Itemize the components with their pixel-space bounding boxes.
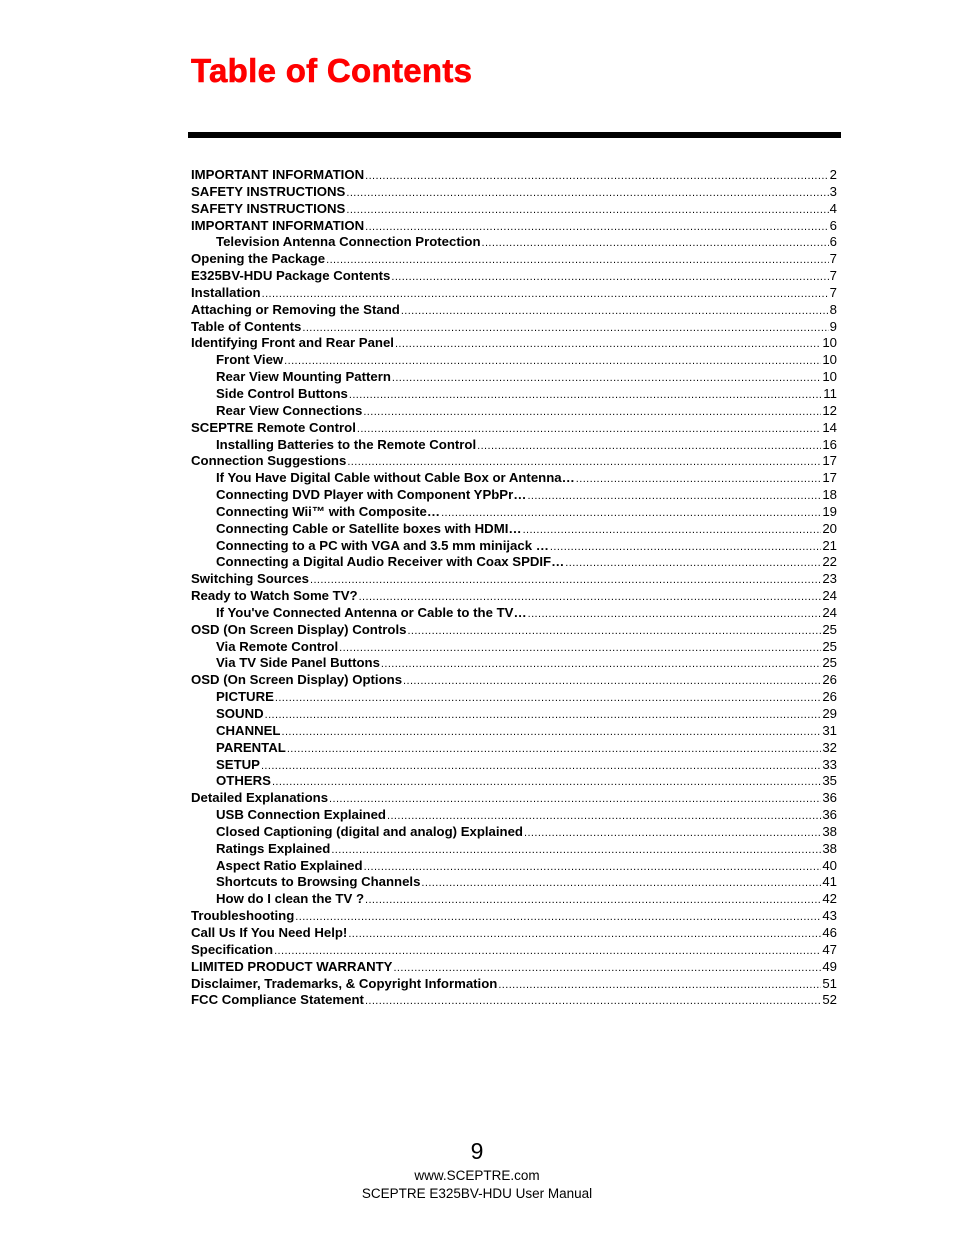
toc-entry-label: Connecting DVD Player with Component YPbPr… — [216, 487, 527, 503]
toc-dot-leader — [365, 219, 829, 235]
footer-manual-title: SCEPTRE E325BV-HDU User Manual — [361, 1186, 593, 1201]
title-divider — [188, 132, 841, 138]
toc-entry-label: CHANNEL — [216, 722, 281, 738]
toc-dot-leader — [365, 993, 821, 1009]
toc-entry-page: 10 — [822, 335, 837, 351]
toc-dot-leader — [275, 690, 821, 706]
toc-entry[interactable] — [191, 403, 837, 420]
toc-entry[interactable] — [191, 167, 837, 184]
toc-entry-page: 24 — [822, 588, 837, 604]
toc-entry-label: Rear View Connections — [216, 402, 363, 418]
toc-entry-label: LIMITED PRODUCT WARRANTY — [191, 958, 393, 974]
toc-entry[interactable] — [191, 942, 837, 959]
toc-entry[interactable] — [191, 588, 837, 605]
toc-entry-label: Television Antenna Connection Protection — [216, 234, 481, 250]
toc-dot-leader — [401, 303, 829, 319]
toc-entry-page: 20 — [822, 520, 837, 536]
toc-entry[interactable] — [191, 672, 837, 689]
toc-dot-leader — [281, 724, 821, 740]
toc-entry[interactable] — [191, 538, 837, 555]
toc-entry-label: Connecting a Digital Audio Receiver with Coax SPDIF… — [216, 554, 565, 570]
toc-dot-leader — [565, 555, 821, 571]
toc-dot-leader — [523, 522, 822, 538]
toc-entry-page: 46 — [822, 924, 837, 940]
toc-dot-leader — [363, 404, 821, 420]
toc-entry-page: 26 — [822, 672, 837, 688]
toc-dot-leader — [302, 320, 828, 336]
toc-entry[interactable] — [191, 268, 837, 285]
toc-entry[interactable] — [191, 335, 837, 352]
toc-entry-label: Installation — [191, 284, 261, 300]
toc-dot-leader — [395, 336, 821, 352]
toc-entry-label: Ready to Watch Some TV? — [191, 588, 358, 604]
toc-entry-page: 36 — [822, 790, 837, 806]
toc-entry[interactable] — [191, 622, 837, 639]
toc-entry-page: 23 — [822, 571, 837, 587]
toc-dot-leader — [524, 825, 821, 841]
toc-entry[interactable] — [191, 571, 837, 588]
toc-entry[interactable] — [191, 554, 837, 571]
toc-entry-label: Installing Batteries to the Remote Control — [216, 436, 477, 452]
toc-dot-leader — [381, 656, 821, 672]
toc-entry-page: 35 — [822, 773, 837, 789]
toc-entry[interactable] — [191, 504, 837, 521]
toc-entry-page: 14 — [822, 419, 837, 435]
toc-dot-leader — [576, 471, 822, 487]
toc-entry-page: 2 — [829, 167, 837, 182]
toc-entry-label: Specification — [191, 941, 274, 957]
toc-dot-leader — [310, 572, 821, 588]
toc-entry-page: 38 — [822, 823, 837, 839]
toc-entry-label: Ratings Explained — [216, 840, 331, 856]
toc-entry-page: 7 — [829, 251, 837, 267]
page-number: 9 — [470, 1138, 484, 1164]
toc-entry[interactable] — [191, 184, 837, 201]
toc-entry[interactable] — [191, 369, 837, 386]
toc-dot-leader — [339, 640, 821, 656]
toc-entry-label: If You Have Digital Cable without Cable Box or Antenna… — [216, 470, 575, 486]
toc-entry-label: How do I clean the TV ? — [216, 891, 365, 907]
toc-entry-label: OSD (On Screen Display) Options — [191, 672, 403, 688]
toc-entry[interactable] — [191, 706, 837, 723]
table-of-contents — [191, 167, 837, 1009]
toc-entry-page: 4 — [829, 200, 837, 216]
toc-entry[interactable] — [191, 453, 837, 470]
toc-entry-page: 40 — [822, 857, 837, 873]
toc-dot-leader — [265, 707, 822, 723]
toc-entry[interactable] — [191, 773, 837, 790]
toc-entry-page: 6 — [829, 217, 837, 233]
page-title: Table of Contents — [191, 52, 473, 89]
toc-dot-leader — [528, 606, 822, 622]
toc-entry-page: 7 — [829, 284, 837, 300]
toc-entry-page: 51 — [822, 975, 837, 991]
toc-entry[interactable] — [191, 757, 837, 774]
toc-entry[interactable] — [191, 807, 837, 824]
toc-entry[interactable] — [191, 302, 837, 319]
toc-entry-page: 31 — [822, 722, 837, 738]
toc-entry[interactable] — [191, 723, 837, 740]
toc-entry-label: Connecting Wii™ with Composite… — [216, 503, 441, 519]
toc-entry-label: PARENTAL — [216, 739, 286, 755]
toc-dot-leader — [441, 505, 821, 521]
toc-dot-leader — [287, 741, 821, 757]
toc-entry-label: IMPORTANT INFORMATION — [191, 217, 365, 233]
toc-entry-label: Detailed Explanations — [191, 790, 329, 806]
toc-entry-label: Table of Contents — [191, 318, 302, 334]
toc-entry-label: OTHERS — [216, 773, 271, 789]
toc-entry-page: 21 — [822, 537, 837, 553]
toc-entry-page: 22 — [822, 554, 837, 570]
toc-entry-page: 17 — [822, 470, 837, 486]
toc-entry[interactable] — [191, 824, 837, 841]
toc-dot-leader — [387, 808, 821, 824]
toc-entry-label: Disclaimer, Trademarks, & Copyright Information — [191, 975, 498, 991]
toc-entry-page: 10 — [822, 369, 837, 385]
toc-entry[interactable] — [191, 605, 837, 622]
toc-entry-page: 17 — [822, 453, 837, 469]
toc-entry[interactable] — [191, 874, 837, 891]
toc-entry-label: Shortcuts to Browsing Channels — [216, 874, 421, 890]
toc-entry[interactable] — [191, 740, 837, 757]
toc-entry-label: IMPORTANT INFORMATION — [191, 167, 365, 182]
toc-entry-page: 6 — [829, 234, 837, 250]
toc-dot-leader — [364, 859, 822, 875]
toc-entry-label: Identifying Front and Rear Panel — [191, 335, 394, 351]
toc-entry-label: Via Remote Control — [216, 638, 339, 654]
toc-dot-leader — [295, 909, 821, 925]
toc-entry-page: 25 — [822, 655, 837, 671]
toc-dot-leader — [329, 791, 821, 807]
toc-entry[interactable] — [191, 487, 837, 504]
toc-entry-label: Aspect Ratio Explained — [216, 857, 363, 873]
toc-entry-label: Front View — [216, 352, 284, 368]
toc-entry[interactable] — [191, 521, 837, 538]
toc-entry-label: USB Connection Explained — [216, 807, 386, 823]
toc-entry-label: OSD (On Screen Display) Controls — [191, 621, 407, 637]
toc-entry[interactable] — [191, 959, 837, 976]
toc-entry[interactable] — [191, 790, 837, 807]
toc-entry[interactable] — [191, 992, 837, 1009]
toc-dot-leader — [274, 943, 821, 959]
toc-entry-label: Troubleshooting — [191, 908, 295, 924]
toc-dot-leader — [498, 977, 821, 993]
toc-entry-label: SAFETY INSTRUCTIONS — [191, 200, 346, 216]
toc-entry[interactable] — [191, 891, 837, 908]
toc-dot-leader — [550, 539, 821, 555]
toc-entry-page: 29 — [822, 706, 837, 721]
toc-entry[interactable] — [191, 234, 837, 251]
toc-entry-label: Opening the Package — [191, 251, 326, 267]
toc-entry-label: Via TV Side Panel Buttons — [216, 655, 380, 671]
toc-entry-page: 42 — [822, 891, 837, 907]
toc-entry-label: If You've Connected Antenna or Cable to the TV… — [216, 604, 527, 620]
footer-website: www.SCEPTRE.com — [414, 1168, 540, 1183]
toc-entry-page: 52 — [822, 992, 837, 1008]
toc-dot-leader — [403, 673, 821, 689]
toc-entry[interactable] — [191, 470, 837, 487]
toc-entry-label: Connecting Cable or Satellite boxes with HDMI… — [216, 520, 522, 536]
toc-entry-page: 12 — [822, 402, 837, 418]
toc-entry-label: SETUP — [216, 756, 260, 772]
toc-entry-page: 32 — [822, 739, 837, 755]
toc-dot-leader — [347, 454, 821, 470]
toc-dot-leader — [326, 252, 829, 268]
toc-entry[interactable] — [191, 908, 837, 925]
toc-entry-label: Connecting to a PC with VGA and 3.5 mm minijack … — [216, 537, 549, 553]
toc-entry-page: 19 — [822, 503, 837, 519]
toc-entry-label: SCEPTRE Remote Control — [191, 419, 356, 435]
toc-entry-page: 26 — [822, 689, 837, 705]
toc-entry[interactable] — [191, 689, 837, 706]
toc-dot-leader — [348, 926, 821, 942]
toc-entry[interactable] — [191, 285, 837, 302]
toc-entry-page: 18 — [822, 487, 837, 503]
toc-dot-leader — [357, 421, 821, 437]
toc-entry-page: 8 — [829, 301, 837, 317]
toc-entry-page: 7 — [829, 268, 837, 284]
toc-entry[interactable] — [191, 841, 837, 858]
toc-dot-leader — [365, 168, 829, 184]
toc-entry-page: 47 — [822, 941, 837, 957]
toc-entry-page: 3 — [829, 183, 837, 199]
toc-entry[interactable] — [191, 386, 837, 403]
toc-entry[interactable] — [191, 201, 837, 218]
toc-entry-label: E325BV-HDU Package Contents — [191, 268, 391, 284]
toc-entry[interactable] — [191, 655, 837, 672]
toc-dot-leader — [365, 892, 821, 908]
toc-entry-page: 49 — [822, 958, 837, 974]
toc-dot-leader — [262, 286, 829, 302]
toc-dot-leader — [359, 589, 822, 605]
toc-entry[interactable] — [191, 437, 837, 454]
toc-entry[interactable] — [191, 976, 837, 993]
toc-entry-page: 16 — [822, 436, 837, 452]
toc-dot-leader — [261, 758, 821, 774]
toc-entry-label: Connection Suggestions — [191, 453, 347, 469]
toc-entry-label: SOUND — [216, 706, 264, 721]
toc-dot-leader — [391, 269, 828, 285]
toc-dot-leader — [421, 875, 821, 891]
toc-dot-leader — [272, 774, 821, 790]
toc-dot-leader — [482, 235, 829, 251]
toc-dot-leader — [527, 488, 821, 504]
toc-entry[interactable] — [191, 319, 837, 336]
toc-entry-page: 25 — [822, 638, 837, 654]
toc-entry[interactable] — [191, 639, 837, 656]
toc-dot-leader — [346, 185, 828, 201]
toc-dot-leader — [393, 960, 821, 976]
toc-dot-leader — [407, 623, 821, 639]
toc-dot-leader — [331, 842, 821, 858]
toc-entry[interactable] — [191, 218, 837, 235]
toc-entry-page: 33 — [822, 756, 837, 772]
toc-dot-leader — [346, 202, 828, 218]
toc-entry-label: Attaching or Removing the Stand — [191, 301, 400, 317]
toc-entry[interactable] — [191, 858, 837, 875]
toc-entry-label: Switching Sources — [191, 571, 309, 587]
toc-entry-page: 43 — [822, 908, 837, 924]
toc-entry-page: 36 — [822, 807, 837, 823]
toc-entry[interactable] — [191, 352, 837, 369]
toc-dot-leader — [349, 387, 822, 403]
toc-entry-label: PICTURE — [216, 689, 274, 705]
toc-dot-leader — [284, 353, 821, 369]
toc-entry-label: Call Us If You Need Help! — [191, 924, 348, 940]
toc-entry-label: Side Control Buttons — [216, 385, 348, 401]
toc-entry-page: 41 — [822, 874, 837, 890]
toc-entry-page: 25 — [822, 621, 837, 637]
toc-entry-page: 10 — [822, 352, 837, 368]
toc-entry[interactable] — [191, 925, 837, 942]
toc-entry-label: Closed Captioning (digital and analog) Explained — [216, 823, 523, 839]
toc-entry-label: SAFETY INSTRUCTIONS — [191, 183, 346, 199]
toc-entry-label: Rear View Mounting Pattern — [216, 369, 391, 385]
toc-entry-label: FCC Compliance Statement — [191, 992, 364, 1008]
toc-entry-page: 11 — [823, 385, 837, 401]
toc-entry-page: 38 — [822, 840, 837, 856]
toc-entry-page: 24 — [822, 604, 837, 620]
toc-dot-leader — [392, 370, 821, 386]
toc-entry-page: 9 — [829, 318, 837, 334]
toc-entry[interactable] — [191, 420, 837, 437]
toc-entry[interactable] — [191, 251, 837, 268]
toc-dot-leader — [477, 438, 821, 454]
